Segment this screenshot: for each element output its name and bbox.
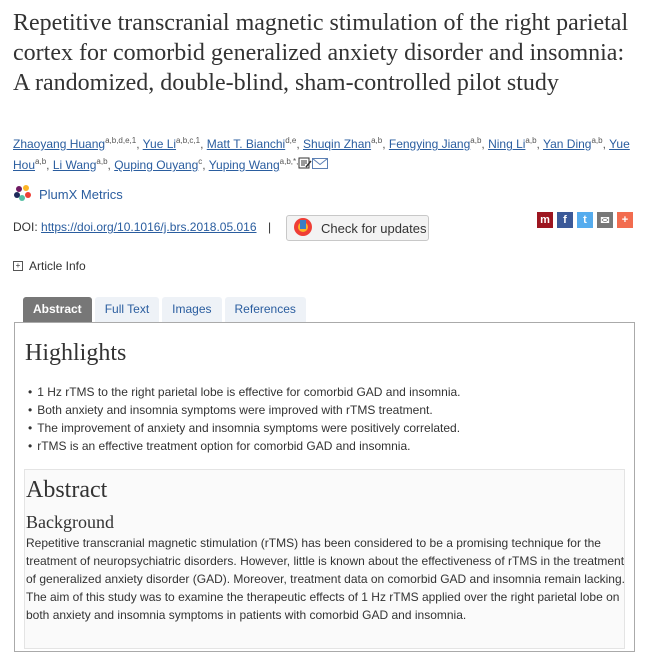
article-title: Repetitive transcranial magnetic stimulation of the right parietal cortex for comorbid generalized anxiety disorder and insomnia: A randomized, double-blind, sham-controlled pilot study <box>13 10 629 96</box>
author-link[interactable]: Yuping Wang <box>208 158 280 172</box>
share-toolbar <box>537 212 633 228</box>
mendeley-icon[interactable]: m <box>537 212 553 228</box>
expand-icon: + <box>13 261 23 271</box>
check-for-updates-label: Check for updates <box>321 220 427 236</box>
email-icon[interactable] <box>312 157 328 174</box>
twitter-icon[interactable]: t <box>577 212 593 228</box>
list-item: • Both anxiety and insomnia symptoms were improved with rTMS treatment. <box>28 401 461 419</box>
check-for-updates-button[interactable] <box>286 215 429 241</box>
doi-label: DOI: <box>13 220 38 234</box>
author-list: Zhaoyang Huang$^{a,b,d,e,1}$, Yue Li$^{a,b,c,1}$, Matt T. Bianchi$^{d,e}$, Shuqin Zhan$^{a,b}$, Fengying Jiang$^{a,b}$, Ning Li$^{a,b}$, Yan Ding$^{a,b}$, Yue Hou$^{a,b}$, Li Wang$^{a,b}$, Quping Ouyang$^c$, Yuping Wang$^{a,b,*,}$ <box>13 132 643 174</box>
author-link[interactable]: Shuqin Zhan <box>303 137 372 151</box>
email-share-icon[interactable]: ✉ <box>597 212 613 228</box>
plumx-icon <box>13 184 33 205</box>
author-link[interactable]: Fengying Jiang <box>388 137 471 151</box>
plumx-label: PlumX Metrics <box>39 187 123 202</box>
doi-separator: | <box>268 220 272 234</box>
tab-references[interactable]: References <box>225 297 306 322</box>
author-link[interactable]: Ning Li <box>488 137 526 151</box>
author-link[interactable]: Yan Ding <box>543 137 592 151</box>
doi-line <box>13 220 257 234</box>
list-item: • The improvement of anxiety and insomnia symptoms were positively correlated. <box>28 419 461 437</box>
background-text: Repetitive transcranial magnetic stimulation (rTMS) has been considered to be a promising technique for the treatment of neuropsychiatric disorders. However, little is known about the effectiveness of rTMS in the treatment of generalized anxiety disorder (GAD). Moreover, treatment data on comorbid GAD and insomnia remain lacking. The aim of this study was to examine the therapeutic effects of 1 Hz rTMS applied over the right parietal lobe on both anxiety and insomnia symptoms in patients with comorbid GAD and insomnia. <box>26 536 625 622</box>
background-heading: Background <box>26 512 114 532</box>
highlights-list <box>28 383 461 455</box>
facebook-icon[interactable]: f <box>557 212 573 228</box>
article-info-toggle[interactable] <box>13 259 86 273</box>
correspondence-icon[interactable] <box>298 157 312 174</box>
author-link[interactable]: Matt T. Bianchi <box>206 137 286 151</box>
highlights-heading: Highlights <box>25 340 127 366</box>
list-item: • rTMS is an effective treatment option for comorbid GAD and insomnia. <box>28 437 461 455</box>
doi-link[interactable]: https://doi.org/10.1016/j.brs.2018.05.016 <box>41 220 257 234</box>
tab-images[interactable]: Images <box>162 297 221 322</box>
author-link[interactable]: Li Wang <box>52 158 97 172</box>
plumx-metrics-link[interactable] <box>13 184 123 205</box>
tab-abstract[interactable]: Abstract <box>23 297 92 322</box>
author-link[interactable]: Yue Li <box>142 137 177 151</box>
content-tabs <box>23 297 306 322</box>
author-link[interactable]: Yue Hou <box>13 137 630 172</box>
author-link[interactable]: Quping Ouyang <box>114 158 199 172</box>
author-link[interactable]: Zhaoyang Huang <box>13 137 106 151</box>
crossmark-icon <box>293 217 313 240</box>
tab-full-text[interactable]: Full Text <box>95 297 159 322</box>
abstract-heading: Abstract <box>26 477 108 503</box>
list-item: • 1 Hz rTMS to the right parietal lobe is effective for comorbid GAD and insomnia. <box>28 383 461 401</box>
article-info-label: Article Info <box>29 259 86 273</box>
more-share-icon[interactable]: + <box>617 212 633 228</box>
